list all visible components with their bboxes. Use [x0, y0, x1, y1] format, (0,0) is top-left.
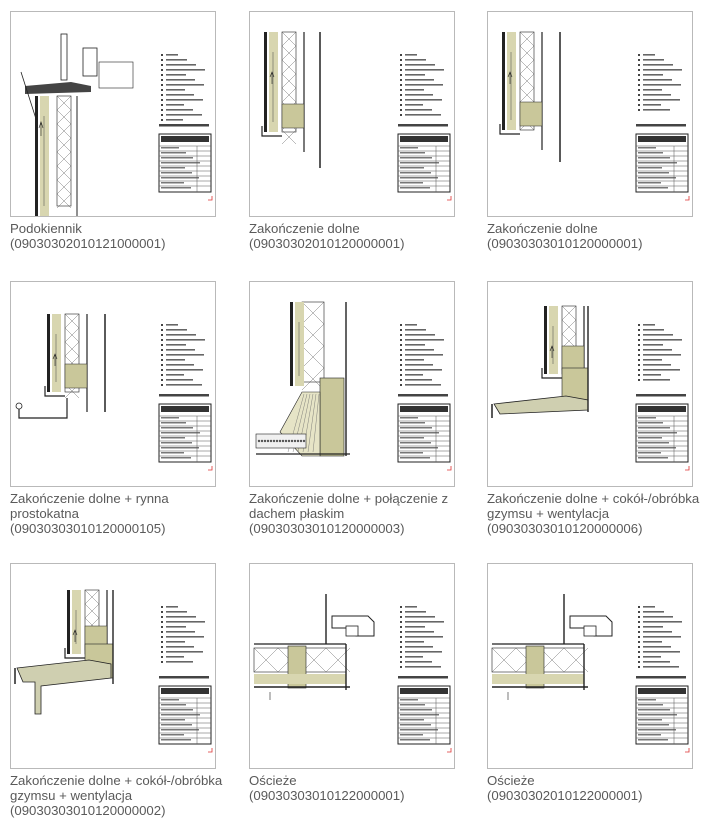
drawing-code: (09030302010121000001): [10, 236, 166, 251]
drawing-caption[interactable]: [249, 773, 471, 803]
drawing-preview: [250, 564, 454, 768]
drawing-thumbnail[interactable]: [249, 11, 455, 217]
drawing-thumbnail[interactable]: [249, 281, 455, 487]
drawing-caption[interactable]: [249, 491, 471, 536]
drawing-caption[interactable]: [10, 773, 232, 818]
drawing-title: Ościeże: [249, 773, 297, 788]
drawing-thumbnail[interactable]: [487, 11, 693, 217]
drawing-preview: [488, 564, 692, 768]
drawing-title: Zakończenie dolne: [249, 221, 360, 236]
drawing-code: (09030302010120000001): [249, 236, 405, 251]
drawing-code: (09030303010122000001): [249, 788, 405, 803]
drawing-title: Podokiennik: [10, 221, 82, 236]
drawing-caption[interactable]: [487, 773, 706, 803]
drawing-thumbnail[interactable]: [487, 281, 693, 487]
drawing-caption[interactable]: [487, 221, 706, 251]
drawing-preview: [250, 282, 454, 486]
drawing-caption[interactable]: [10, 491, 232, 536]
drawing-thumbnail[interactable]: [487, 563, 693, 769]
drawing-code: (09030303010120000003): [249, 521, 405, 536]
drawing-preview: [488, 282, 692, 486]
drawing-title: Zakończenie dolne: [487, 221, 598, 236]
drawing-code: (09030303010120000105): [10, 521, 166, 536]
drawing-title: Zakończenie dolne + cokół-/obróbka gzymsu + wentylacja: [10, 773, 223, 803]
drawing-code: (09030303010120000001): [487, 236, 643, 251]
drawing-preview: [250, 12, 454, 216]
drawing-caption[interactable]: [249, 221, 471, 251]
drawing-preview: [488, 12, 692, 216]
drawing-thumbnail[interactable]: [10, 281, 216, 487]
drawing-caption[interactable]: [487, 491, 706, 536]
drawing-preview: [11, 282, 215, 486]
drawing-preview: [11, 12, 215, 216]
drawing-thumbnail[interactable]: [249, 563, 455, 769]
drawing-code: (09030303010120000006): [487, 521, 643, 536]
drawing-preview: [11, 564, 215, 768]
drawing-title: Zakończenie dolne + cokół-/obróbka gzymsu + wentylacja: [487, 491, 700, 521]
drawing-thumbnail[interactable]: [10, 11, 216, 217]
drawing-title: Zakończenie dolne + połączenie z dachem płaskim: [249, 491, 449, 521]
drawing-title: Ościeże: [487, 773, 535, 788]
drawing-code: (09030303010120000002): [10, 803, 166, 818]
drawing-thumbnail[interactable]: [10, 563, 216, 769]
drawing-caption[interactable]: [10, 221, 232, 251]
drawing-title: Zakończenie dolne + rynna prostokatna: [10, 491, 169, 521]
drawing-code: (09030302010122000001): [487, 788, 643, 803]
